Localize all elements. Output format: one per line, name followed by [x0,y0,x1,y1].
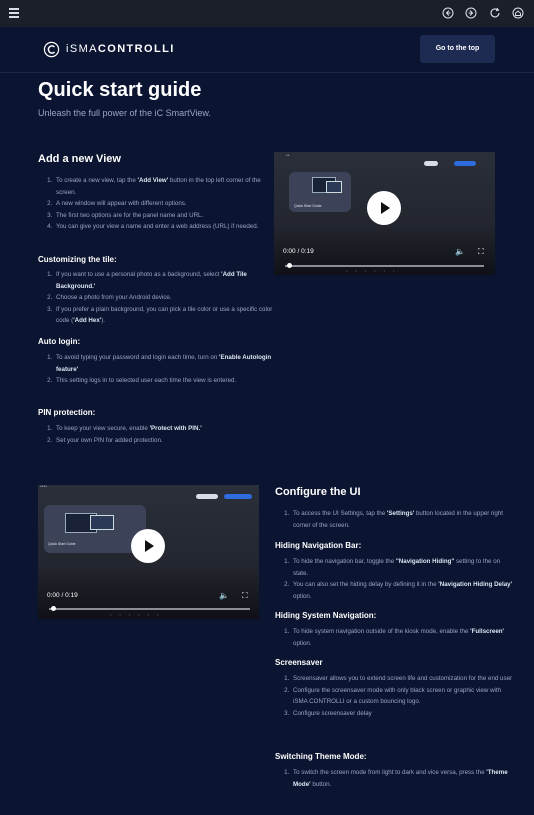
video-thumb-2 [90,515,114,530]
step-text: To keep your view secure, enable [56,425,150,432]
subtitle-customizing-tile: Customizing the tile: [38,255,117,264]
screensaver-steps [275,673,513,719]
step-text-end: button located in the upper right corner of the screen. [293,510,504,529]
video-player-configure-ui[interactable] [38,485,259,619]
step-item [291,626,513,649]
logo-mark-icon [43,41,60,58]
logo-text-1: iSMA [66,43,98,55]
video-progress-bar[interactable] [285,265,484,267]
page-title: Quick start guide [38,79,202,101]
step-item [291,685,513,708]
step-item [54,269,274,292]
video-pill-a [424,161,438,166]
progress-knob[interactable] [51,606,56,611]
step-item [291,767,513,790]
video-pill-b [224,494,252,499]
video-pill-b [454,161,476,166]
step-highlight: 'Fullscreen' [470,628,505,635]
page-subtitle: Unleash the full power of the iC SmartView. [38,108,211,118]
video-card-label: Quick Start Guide [48,542,76,546]
forward-icon[interactable] [465,7,477,19]
step-text: If you prefer a plain background, you can pick a tile color or use a specific color code ( [56,305,273,325]
video-status-dots: •••• [40,485,48,490]
pin-protection-steps [38,423,274,446]
step-item [54,292,274,304]
subtitle-screensaver: Screensaver [275,658,323,667]
video-card-label: Quick Start Guide [294,204,322,208]
step-text: A new window will appear with different options. [56,200,187,208]
volume-icon[interactable]: 🔈 [219,591,229,600]
subtitle-switching-theme-mode: Switching Theme Mode: [275,752,367,761]
fullscreen-icon[interactable]: ⛶ [478,247,484,256]
step-item [291,508,513,531]
step-text: Configure screensaver delay [293,709,372,717]
step-text: The first two options are for the panel name and URL. [56,211,204,219]
step-item [54,304,274,327]
auto-login-steps [38,352,274,387]
customizing-tile-steps [38,269,274,327]
add-view-steps [38,175,274,233]
video-bottom-dots: •••••• [110,612,167,617]
video-bottom-dots: •••••• [346,268,403,273]
switching-theme-mode-steps [275,767,513,790]
step-item [291,556,513,579]
step-item [54,375,274,387]
step-text-end: button. [310,780,332,788]
hiding-system-navigation-steps [275,626,513,649]
progress-knob[interactable] [287,263,292,268]
step-item [291,673,513,685]
step-highlight: 'Navigation Hiding Delay' [438,581,513,589]
menu-icon[interactable] [9,8,19,17]
configure-ui-steps [275,508,513,531]
step-text: Configure the screensaver mode with only black screen or graphic view with iSMA CONTROLLI or a custom bouncing logo. [293,686,502,706]
step-text: To switch the screen mode from light to dark and vice versa, press the [293,769,487,776]
section-title-configure-ui: Configure the UI [275,486,361,498]
step-item [54,435,274,447]
step-text: You can give your view a name and enter a web address (URL) if needed. [56,223,259,231]
go-to-top-button[interactable]: Go to the top [420,35,495,63]
step-item [54,221,274,233]
step-highlight: 'Add View' [137,177,169,184]
step-text: This setting logs in to selected user each time the view is entered. [56,377,237,385]
step-text: You can also set the hiding delay by defining it in the [293,581,439,589]
video-progress-bar[interactable] [49,608,250,610]
reload-icon[interactable] [489,7,501,19]
step-highlight: 'Add Hex' [73,317,102,325]
step-highlight: 'Settings' [386,510,415,517]
step-text: To access the UI Settings, tap the [293,510,387,517]
step-highlight: "Navigation Hiding" [395,558,455,565]
step-item [54,175,274,198]
step-item [54,210,274,222]
video-time: 0:00 / 0:19 [283,248,314,255]
step-highlight: 'Theme Mode' [293,769,508,788]
fullscreen-icon[interactable]: ⛶ [242,591,248,600]
home-icon[interactable] [512,7,524,19]
play-button[interactable] [367,191,401,225]
subtitle-hiding-system-navigation: Hiding System Navigation: [275,611,377,620]
step-text: To hide system navigation outside of the kiosk mode, enable the [293,628,471,635]
step-highlight: 'Enable Autologin feature' [56,354,272,373]
step-highlight: 'Protect with PIN.' [149,425,202,432]
video-thumb-2 [326,181,342,193]
step-text: To hide the navigation bar, toggle the [293,558,396,565]
hiding-navigation-bar-steps [275,556,513,602]
step-text-end: setting to the on state. [293,558,501,577]
step-text-end: ). [101,317,106,325]
video-player-add-view[interactable] [274,152,495,275]
step-text-end: option. [293,592,312,600]
subtitle-auto-login: Auto login: [38,337,81,346]
step-highlight: 'Add Tile Background.' [56,271,247,290]
section-title-add-view: Add a new View [38,153,121,165]
step-text-end: option. [293,639,312,647]
play-button[interactable] [131,529,165,563]
video-pill-a [196,494,218,499]
step-text: To avoid typing your password and login each time, turn on [56,354,220,361]
step-item [54,198,274,210]
logo-text-2: CONTROLLI [97,43,175,55]
volume-icon[interactable]: 🔈 [455,247,465,256]
subtitle-hiding-navigation-bar: Hiding Navigation Bar: [275,541,362,550]
subtitle-pin-protection: PIN protection: [38,408,96,417]
brand-logo[interactable] [43,40,175,58]
video-time: 0:00 / 0:19 [47,592,78,599]
step-item [291,708,513,720]
top-bar [0,0,534,27]
back-icon[interactable] [442,7,454,19]
step-text: To create a new view, tap the [56,177,138,184]
step-text: Choose a photo from your Android device. [56,294,172,302]
step-item [291,579,513,602]
step-text: Set your own PIN for added protection. [56,436,163,444]
step-item [54,352,274,375]
step-text-end: button in the top left corner of the screen. [56,177,261,196]
step-item [54,423,274,435]
step-text: Screensaver allows you to extend screen life and customization for the end user [293,675,513,682]
step-text: If you want to use a personal photo as a background, select [56,271,222,278]
video-status-dots: •• [286,153,290,159]
